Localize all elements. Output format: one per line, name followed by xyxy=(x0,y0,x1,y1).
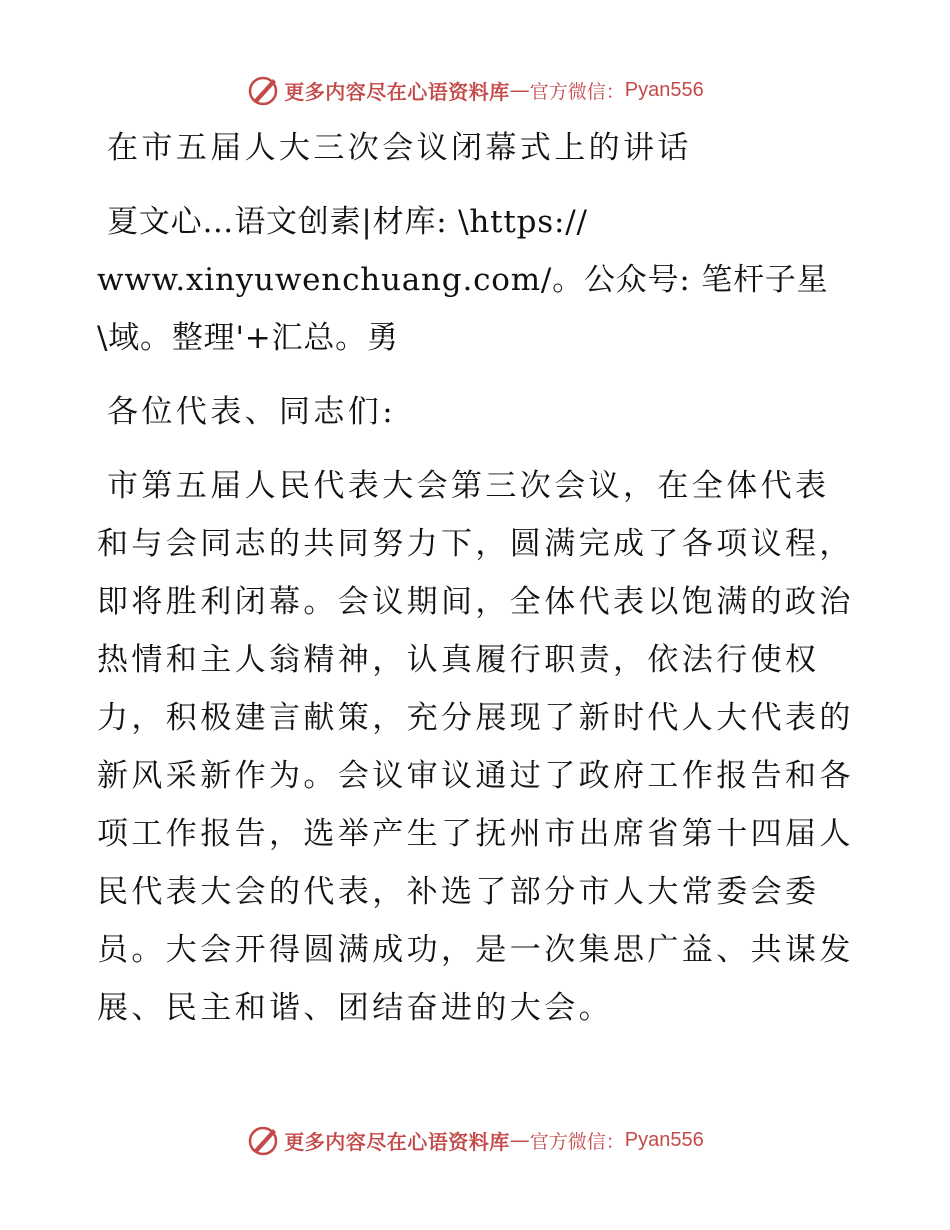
source-line-3: \域。整理'+汇总。勇 xyxy=(97,320,399,356)
banner-separator: — xyxy=(509,1128,530,1152)
banner-wechat-label: 官方微信： xyxy=(529,1130,625,1153)
body-line: 即将胜利闭幕。会议期间，全体代表以饱满的政治 xyxy=(97,584,854,620)
banner-title: 更多内容尽在心语资料库 xyxy=(284,1129,510,1154)
body-line: 和与会同志的共同努力下，圆满完成了各项议程， xyxy=(97,526,854,562)
banner-separator: — xyxy=(509,78,530,102)
body-line: 展、民主和谐、团结奋进的大会。 xyxy=(97,990,613,1026)
source-line-2: www.xinyuwenchuang.com/。公众号: 笔杆子星 xyxy=(97,262,829,298)
body-line: 新风采新作为。会议审议通过了政府工作报告和各 xyxy=(97,758,854,794)
salutation: 各位代表、同志们: xyxy=(107,394,397,430)
footer-banner xyxy=(0,1120,950,1160)
body-line: 项工作报告，选举产生了抚州市出席省第十四届人 xyxy=(97,816,854,852)
banner-title: 更多内容尽在心语资料库 xyxy=(284,79,510,104)
body-line: 员。大会开得圆满成功，是一次集思广益、共谋发 xyxy=(97,932,854,968)
banner-wechat-id: Pyan556 xyxy=(624,1128,704,1151)
body-line: 民代表大会的代表，补选了部分市人大常委会委 xyxy=(97,874,820,910)
header-banner xyxy=(0,70,950,110)
body-line: 力，积极建言献策，充分展现了新时代人大代表的 xyxy=(97,700,854,736)
banner-wechat-id: Pyan556 xyxy=(624,78,704,101)
quill-logo-icon xyxy=(246,73,280,107)
banner-wechat-label: 官方微信： xyxy=(529,80,625,103)
body-line: 市第五届人民代表大会第三次会议，在全体代表 xyxy=(107,468,830,504)
body-line: 热情和主人翁精神，认真履行职责，依法行使权 xyxy=(97,642,820,678)
source-line-1: 夏文心…语文创素|材库: \https:// xyxy=(107,204,588,240)
quill-logo-icon xyxy=(246,1123,280,1157)
document-title: 在市五届人大三次会议闭幕式上的讲话 xyxy=(107,130,692,166)
